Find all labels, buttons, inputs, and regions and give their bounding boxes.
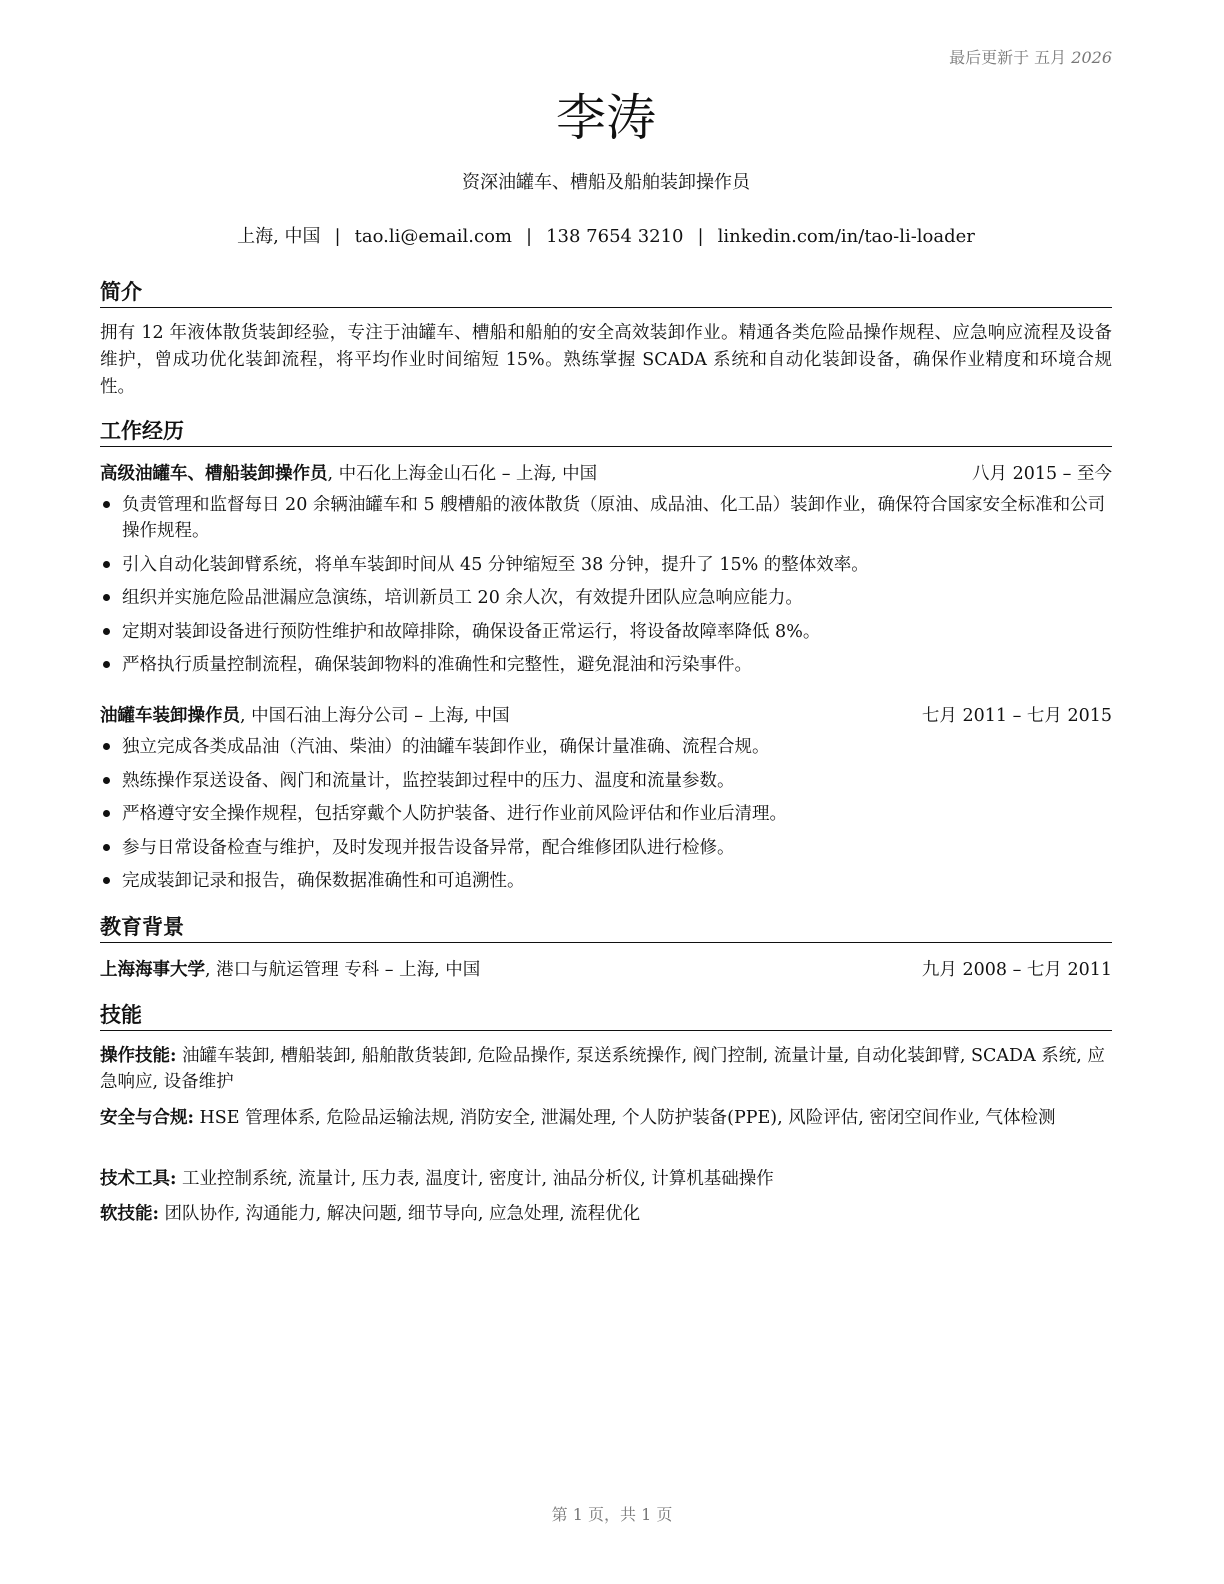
education-heading: 教育背景 [100, 913, 1112, 943]
education-school: 上海海事大学 [100, 960, 205, 980]
job-bullet: 组织并实施危险品泄漏应急演练，培训新员工 20 余人次，有效提升团队应急响应能力。 [100, 585, 1112, 611]
last-updated [949, 45, 1112, 68]
job-bullet: 熟练操作泵送设备、阀门和流量计，监控装卸过程中的压力、温度和流量参数。 [100, 768, 1112, 794]
contact-line [100, 224, 1112, 250]
job-bullet: 引入自动化装卸臂系统，将单车装卸时间从 45 分钟缩短至 38 分钟，提升了 15% 的整体效率。 [100, 552, 1112, 578]
contact-separator: | [697, 226, 704, 247]
experience-heading: 工作经历 [100, 417, 1112, 447]
summary-text: 拥有 12 年液体散货装卸经验，专注于油罐车、槽船和船舶的安全高效装卸作业。精通各类危险品操作规程、应急响应流程及设备维护，曾成功优化装卸流程，将平均作业时间缩短 15%。熟练掌握 SCADA 系统和自动化装卸设备，确保作业精度和环境合规性。 [100, 323, 1112, 397]
job-bullet: 独立完成各类成品油（汽油、柴油）的油罐车装卸作业，确保计量准确、流程合规。 [100, 734, 1112, 760]
contact-email[interactable]: tao.li@email.com [354, 226, 513, 247]
skills-heading: 技能 [100, 1001, 1112, 1031]
job-bullets [100, 734, 1112, 902]
job-bullet: 负责管理和监督每日 20 余辆油罐车和 5 艘槽船的液体散货（原油、成品油、化工品）装卸作业，确保符合国家安全标准和公司操作规程。 [100, 492, 1112, 544]
job-bullet: 定期对装卸设备进行预防性维护和故障排除，确保设备正常运行，将设备故障率降低 8%。 [100, 619, 1112, 645]
contact-linkedin[interactable]: linkedin.com/in/tao-li-loader [717, 226, 975, 247]
contact-separator: | [334, 226, 341, 247]
job-bullet: 完成装卸记录和报告，确保数据准确性和可追溯性。 [100, 868, 1112, 894]
job-bullet: 参与日常设备检查与维护，及时发现并报告设备异常，配合维修团队进行检修。 [100, 835, 1112, 861]
education-entry [100, 957, 1112, 983]
page-footer: 第 1 页，共 1 页 [551, 1505, 673, 1524]
job-bullet: 严格执行质量控制流程，确保装卸物料的准确性和完整性，避免混油和污染事件。 [100, 652, 1112, 678]
job-dates: 八月 2015 – 至今 [972, 464, 1112, 484]
last-updated-year: 2026 [1071, 48, 1112, 67]
job-bullets [100, 492, 1112, 686]
job-role: 高级油罐车、槽船装卸操作员 [100, 464, 328, 484]
contact-location: 上海, 中国 [237, 226, 321, 247]
skill-text: 工业控制系统, 流量计, 压力表, 温度计, 密度计, 油品分析仪, 计算机基础操作 [176, 1169, 774, 1189]
skill-text: 团队协作, 沟通能力, 解决问题, 细节导向, 应急处理, 流程优化 [158, 1204, 641, 1224]
job-bullet: 严格遵守安全操作规程，包括穿戴个人防护装备、进行作业前风险评估和作业后清理。 [100, 801, 1112, 827]
education-detail: , 港口与航运管理 专科 – 上海, 中国 [205, 960, 481, 980]
skill-label: 安全与合规: [100, 1108, 194, 1128]
job-org: , 中石化上海金山石化 – 上海, 中国 [327, 464, 598, 484]
job-header [100, 703, 1112, 729]
job-dates: 七月 2011 – 七月 2015 [921, 706, 1112, 726]
summary-heading: 简介 [100, 278, 1112, 308]
candidate-title: 资深油罐车、槽船及船舶装卸操作员 [462, 172, 750, 193]
skill-line [100, 1043, 1118, 1095]
skill-line [100, 1201, 1118, 1227]
contact-phone[interactable]: 138 7654 3210 [546, 226, 684, 247]
skill-text: 油罐车装卸, 槽船装卸, 船舶散货装卸, 危险品操作, 泵送系统操作, 阀门控制, 流量计量, 自动化装卸臂, SCADA 系统, 应急响应, 设备维护 [100, 1046, 1105, 1092]
skill-line [100, 1166, 1118, 1192]
last-updated-label: 最后更新于 五月 [949, 48, 1067, 67]
contact-separator: | [526, 226, 533, 247]
skill-label: 技术工具: [100, 1169, 177, 1189]
skill-label: 软技能: [100, 1204, 159, 1224]
education-dates: 九月 2008 – 七月 2011 [921, 960, 1112, 980]
job-header [100, 461, 1112, 487]
job-role: 油罐车装卸操作员 [100, 706, 240, 726]
job-org: , 中国石油上海分公司 – 上海, 中国 [240, 706, 510, 726]
skill-label: 操作技能: [100, 1046, 177, 1066]
skill-text: HSE 管理体系, 危险品运输法规, 消防安全, 泄漏处理, 个人防护装备(PPE), 风险评估, 密闭空间作业, 气体检测 [193, 1108, 1056, 1128]
candidate-name: 李涛 [556, 89, 656, 147]
skill-line [100, 1105, 1118, 1131]
